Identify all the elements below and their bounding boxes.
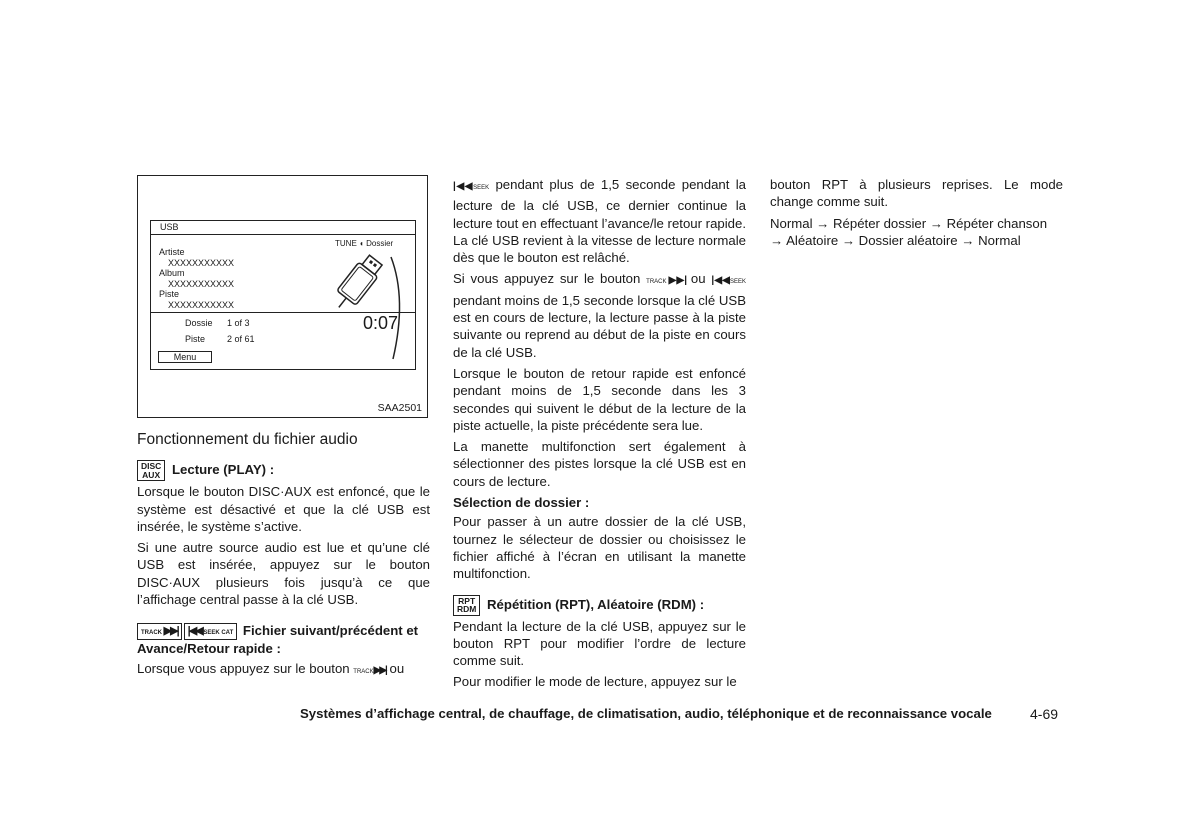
play-heading: Lecture (PLAY) : (171, 462, 275, 478)
paragraph: Normal → Répéter dossier → Répéter chanson → Aléatoire → Dossier aléatoire → Normal (770, 215, 1048, 248)
page-number: 4-69 (1030, 706, 1059, 722)
album-label: Album (159, 268, 185, 278)
paragraph: bouton RPT à plusieurs reprises. Le mode change comme suit. (770, 177, 1063, 210)
paragraph-text: ou (690, 271, 706, 287)
track-next-icon: TRACK▶▶| (646, 275, 686, 287)
paragraph-text: ou (389, 660, 405, 676)
paragraph-text: pendant moins de 1,5 seconde lorsque la clé USB est en cours de lecture, la lecture passe à la piste suivante ou reprend au début de la piste en cours de la clé USB. (453, 292, 746, 360)
paragraph: Lorsque le bouton de retour rapide est enfoncé pendant moins de 1,5 seconde dans les 3 secondes qui suivent le début de la lecture de la piste actuelle, la piste précédente sera lue. (453, 365, 746, 433)
rpt-icon-bottom: RDM (457, 604, 477, 615)
paragraph: La manette multifonction sert également à sélectionner des pistes lorsque la clé USB est en cours de lecture. (453, 439, 746, 489)
track-row-label: Piste (185, 334, 206, 344)
figure-code: SAA2501 (377, 402, 422, 414)
column-2 (453, 176, 746, 695)
paragraph-text: Si vous appuyez sur le bouton (453, 271, 641, 287)
usb-display-figure (137, 175, 428, 418)
rpt-icon-top: RPT (458, 595, 476, 606)
knob-icon: ◖ (359, 239, 364, 248)
disc-aux-button-icon (137, 460, 165, 481)
album-value: XXXXXXXXXXX (168, 278, 235, 289)
seek-prev-button-icon: |◀◀ SEEK CAT (184, 623, 238, 640)
track-value: XXXXXXXXXXX (168, 299, 235, 310)
tune-folder-indicator (335, 239, 393, 248)
elapsed-time: 0:07 (363, 313, 399, 333)
folder-label: Dossier (366, 239, 394, 248)
screen-title: USB (160, 222, 179, 232)
next-heading-row (137, 622, 430, 657)
track-label: Piste (159, 289, 180, 299)
menu-button[interactable]: Menu (158, 351, 212, 363)
artist-value: XXXXXXXXXXX (168, 257, 235, 268)
tune-label: TUNE (335, 239, 357, 248)
paragraph-text: Lorsque vous appuyez sur le bouton (137, 660, 350, 676)
disc-aux-icon-top: DISC (141, 461, 162, 472)
track-next-icon: TRACK▶▶| (353, 664, 386, 676)
screen-title-bar (151, 221, 415, 235)
rpt-rdm-button-icon (453, 595, 480, 616)
seek-prev-icon: |◀◀SEEK (711, 275, 747, 287)
seek-prev-icon: |◀◀SEEK (453, 181, 490, 192)
play-heading-row (137, 460, 430, 481)
paragraph (453, 176, 746, 266)
track-info (159, 247, 234, 310)
column-3 (770, 176, 1063, 253)
track-icon-label: TRACK (141, 630, 162, 637)
paragraph: Pour passer à un autre dossier de la clé USB, tournez le sélecteur de dossier ou choisissez le fichier affiché à l’écran en utilisant la manette multifonction. (453, 514, 746, 582)
rpt-heading: Répétition (RPT), Aléatoire (RDM) : (487, 596, 705, 612)
folder-heading: Sélection de dossier : (453, 495, 590, 511)
track-next-button-icon: TRACK ▶▶| (137, 623, 182, 640)
usb-drive-icon (331, 249, 415, 369)
column-1 (137, 431, 430, 685)
paragraph: Lorsque le bouton DISC·AUX est enfoncé, que le système est désactivé et que la clé USB est insérée, le système s’active. (137, 484, 430, 534)
page-footer-title: Systèmes d’affichage central, de chauffage, de climatisation, audio, téléphonique et de reconnaissance vocale (300, 706, 992, 721)
seek-icon-label: SEEK CAT (203, 630, 234, 637)
paragraph: Pour modifier le mode de lecture, appuyez sur le (453, 674, 737, 690)
paragraph (137, 660, 430, 681)
track-row-value: 2 of 61 (227, 334, 255, 344)
artist-label: Artiste (159, 247, 185, 257)
folder-row-label: Dossie (185, 318, 213, 328)
section-title: Fonctionnement du fichier audio (137, 431, 358, 448)
paragraph (453, 270, 746, 360)
paragraph: Pendant la lecture de la clé USB, appuyez sur le bouton RPT pour modifier l’ordre de lecture comme suit. (453, 618, 746, 669)
next-heading: Fichier suivant/précédent et Avance/Retour rapide : (137, 623, 419, 657)
usb-screen (150, 220, 416, 370)
paragraph: Si une autre source audio est lue et qu’une clé USB est insérée, appuyez sur le bouton DISC·AUX plusieurs fois jusqu’à ce que l’affichage central passe à la clé USB. (137, 540, 430, 608)
folder-row-value: 1 of 3 (227, 318, 250, 328)
disc-aux-icon-bottom: AUX (142, 469, 161, 480)
paragraph-text: pendant plus de 1,5 seconde pendant la lecture de la clé USB, ce dernier continue la lecture tout en effectuant l’avance/le retour rapide. La clé USB revient à la vitesse de lecture normale dès que le bouton est relâché. (453, 177, 746, 266)
rpt-heading-row (453, 595, 746, 616)
